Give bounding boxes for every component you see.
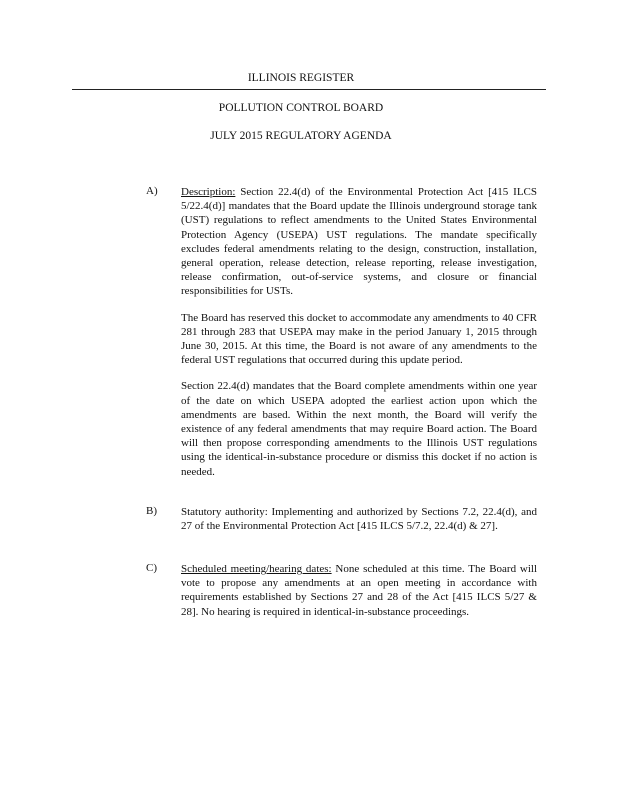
- item-a-text-1: Section 22.4(d) of the Environmental Protection Act [415 ILCS 5/22.4(d)] mandates that the Board update the Illinois underground storage tank (UST) regulations to reflect amendments to the United States Environmental Protection Agency (USEPA) UST regulations. The mandate specifically excludes federal amendments relating to the design, construction, installation, general operation, release detection, release reporting, release investigation, release confirmation, out-of-service systems, and closure or financial responsibilities for USTs.: [181, 186, 537, 298]
- board-name: POLLUTION CONTROL BOARD: [218, 102, 384, 114]
- item-c-letter: C): [146, 562, 157, 574]
- item-b-letter: B): [146, 505, 157, 517]
- item-a-paragraph-1: [181, 185, 537, 299]
- item-b-body: [181, 505, 537, 545]
- header-rule: [72, 89, 546, 90]
- item-c-paragraph-1: [181, 562, 537, 619]
- item-b-paragraph-1: Statutory authority: Implementing and authorized by Sections 7.2, 22.4(d), and 27 of the Environmental Protection Act [415 ILCS 5/7.2, 22.4(d) & 27].: [181, 506, 537, 533]
- item-c-body: [181, 562, 537, 631]
- item-a-body: [181, 185, 537, 491]
- item-c-text-1: None scheduled at this time. The Board will vote to propose any amendments at an open meeting in accordance with requirements established by Sections 27 and 28 of the Act [415 ILCS 5/27 & 28]. No hearing is required in identical-in-substance proceedings.: [181, 563, 538, 618]
- register-title: ILLINOIS REGISTER: [247, 72, 355, 84]
- item-a-letter: A): [146, 185, 158, 197]
- item-a-label: Description:: [181, 186, 236, 198]
- item-c-label: Scheduled meeting/hearing dates:: [181, 563, 332, 575]
- item-a-paragraph-3: Section 22.4(d) mandates that the Board complete amendments within one year of the date on which USEPA adopted the earliest action upon which the amendments are based. Within the next month, the Board will verify the existence of any federal amendments that may require Board action. The Board will then propose corresponding amendments to the Illinois UST regulations using the identical-in-substance procedure or dismiss this docket if no action is needed.: [181, 380, 537, 478]
- agenda-title: JULY 2015 REGULATORY AGENDA: [210, 130, 392, 142]
- item-a-paragraph-2: The Board has reserved this docket to accommodate any amendments to 40 CFR 281 through 283 that USEPA may make in the period January 1, 2015 through June 30, 2015. At this time, the Board is not aware of any amendments to the federal UST regulations that occurred during this update period.: [181, 311, 537, 367]
